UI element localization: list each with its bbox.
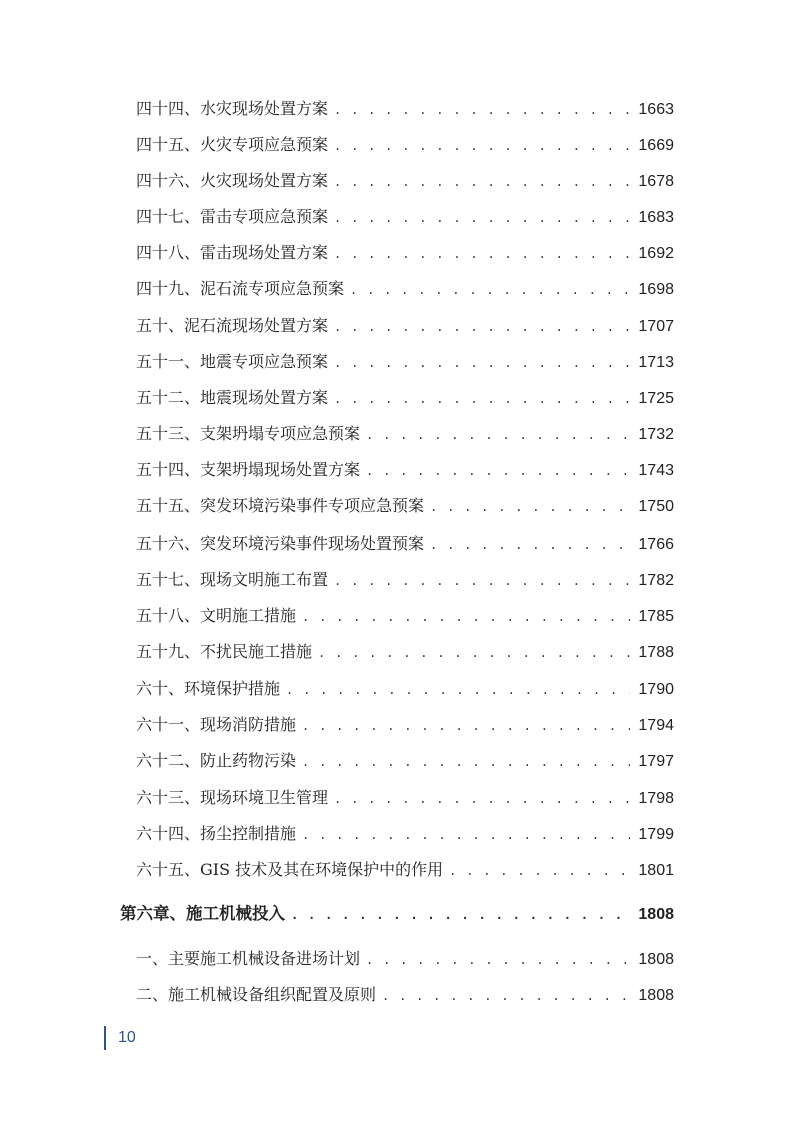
toc-entry-label: 四十八、雷击现场处置方案: [136, 243, 329, 262]
dot-leader: [334, 133, 630, 159]
toc-entry-page: 1663: [638, 101, 674, 118]
toc-entry[interactable]: [136, 421, 674, 447]
dot-leader: [334, 350, 630, 376]
toc-entry[interactable]: [136, 276, 674, 302]
toc-entry[interactable]: [136, 857, 674, 883]
toc-entry-page: 1782: [638, 572, 674, 589]
toc-entry[interactable]: [136, 385, 674, 411]
toc-entry-page: 1713: [638, 354, 674, 371]
dot-leader: [334, 241, 630, 267]
toc-entry-page: 1794: [638, 717, 674, 734]
dot-leader: [366, 947, 630, 973]
toc-entry[interactable]: [136, 821, 674, 847]
toc-entry-label: 二、施工机械设备组织配置及原则: [136, 985, 377, 1004]
toc-entry-page: 1788: [638, 644, 674, 661]
toc-entry-label: 五十二、地震现场处置方案: [136, 388, 329, 407]
toc-entry-label: 五十四、支架坍塌现场处置方案: [136, 460, 361, 479]
toc-entry-page: 1799: [638, 826, 674, 843]
toc-entry-page: 1766: [638, 536, 674, 553]
dot-leader: [318, 640, 630, 666]
toc-entry-page: 1798: [638, 790, 674, 807]
toc-entry-label: 五十一、地震专项应急预案: [136, 352, 329, 371]
toc-entry-label: 六十二、防止药物污染: [136, 751, 297, 770]
toc-entry-label: 四十四、水灾现场处置方案: [136, 99, 329, 118]
toc-entry-label: 六十五、GIS 技术及其在环境保护中的作用: [136, 860, 444, 879]
toc-chapter-label: 第六章、施工机械投入: [120, 904, 285, 923]
dot-leader: [430, 494, 630, 520]
toc-entry-page: 1808: [638, 987, 674, 1004]
toc-entry[interactable]: [136, 240, 674, 266]
toc-chapter-heading[interactable]: [120, 901, 674, 927]
toc-entry[interactable]: [136, 603, 674, 629]
toc-entry[interactable]: [136, 785, 674, 811]
dot-leader: [382, 983, 630, 1009]
toc-entry-page: 1743: [638, 462, 674, 479]
toc-entry-page: 1797: [638, 753, 674, 770]
toc-entry[interactable]: [136, 676, 674, 702]
toc-entry-label: 四十六、火灾现场处置方案: [136, 171, 329, 190]
toc-entry-label: 四十九、泥石流专项应急预案: [136, 279, 345, 298]
page-number: 10: [118, 1029, 136, 1046]
toc-entry-page: 1692: [638, 245, 674, 262]
dot-leader: [334, 205, 630, 231]
toc-entry[interactable]: [136, 639, 674, 665]
toc-entry-label: 五十七、现场文明施工布置: [136, 570, 329, 589]
dot-leader: [334, 97, 630, 123]
toc-entry-label: 五十五、突发环境污染事件专项应急预案: [136, 496, 425, 515]
footer-accent-bar: [104, 1026, 106, 1050]
toc-entry[interactable]: [136, 567, 674, 593]
toc-entry[interactable]: [136, 493, 674, 519]
toc-entry[interactable]: [136, 946, 674, 972]
toc-entry[interactable]: [136, 96, 674, 122]
dot-leader: [302, 604, 630, 630]
dot-leader: [334, 786, 630, 812]
toc-entry-label: 一、主要施工机械设备进场计划: [136, 949, 361, 968]
toc-entry-label: 六十一、现场消防措施: [136, 715, 297, 734]
toc-entry-label: 五十九、不扰民施工措施: [136, 642, 313, 661]
toc-entry[interactable]: [136, 457, 674, 483]
toc-entry-page: 1801: [638, 862, 674, 879]
toc-entry[interactable]: [136, 313, 674, 339]
toc-entry-page: 1683: [638, 209, 674, 226]
toc-entry-page: 1750: [638, 498, 674, 515]
dot-leader: [366, 422, 630, 448]
dot-leader: [449, 858, 630, 884]
toc-entry[interactable]: [136, 204, 674, 230]
dot-leader: [430, 532, 630, 558]
dot-leader: [302, 822, 630, 848]
dot-leader: [334, 314, 630, 340]
toc-entry-page: 1669: [638, 137, 674, 154]
dot-leader: [291, 902, 630, 928]
toc-entry-label: 六十三、现场环境卫生管理: [136, 788, 329, 807]
toc-chapter-page: 1808: [638, 906, 674, 923]
toc-entry-label: 四十七、雷击专项应急预案: [136, 207, 329, 226]
toc-entry[interactable]: [136, 349, 674, 375]
toc-entry-page: 1732: [638, 426, 674, 443]
toc-entry-label: 五十三、支架坍塌专项应急预案: [136, 424, 361, 443]
toc-entry-page: 1725: [638, 390, 674, 407]
dot-leader: [334, 568, 630, 594]
toc-entry-label: 五十八、文明施工措施: [136, 606, 297, 625]
toc-entry-page: 1790: [638, 681, 674, 698]
toc-entry[interactable]: [136, 748, 674, 774]
toc-entry[interactable]: [136, 132, 674, 158]
dot-leader: [334, 386, 630, 412]
dot-leader: [366, 458, 630, 484]
dot-leader: [334, 169, 630, 195]
toc-entry[interactable]: [136, 712, 674, 738]
toc-entry-label: 六十、环境保护措施: [136, 679, 281, 698]
toc-entry[interactable]: [136, 531, 674, 557]
toc-entry-label: 四十五、火灾专项应急预案: [136, 135, 329, 154]
toc-entry-label: 五十六、突发环境污染事件现场处置预案: [136, 534, 425, 553]
page-footer: [104, 1026, 136, 1050]
toc-entry[interactable]: [136, 982, 674, 1008]
toc-entry-page: 1707: [638, 318, 674, 335]
dot-leader: [350, 277, 630, 303]
dot-leader: [302, 749, 630, 775]
toc-entry-page: 1785: [638, 608, 674, 625]
toc-entry[interactable]: [136, 168, 674, 194]
toc-entry-label: 六十四、扬尘控制措施: [136, 824, 297, 843]
toc-entry-page: 1808: [638, 951, 674, 968]
toc-entry-page: 1698: [638, 281, 674, 298]
toc-entry-page: 1678: [638, 173, 674, 190]
dot-leader: [286, 677, 630, 703]
toc-entry-label: 五十、泥石流现场处置方案: [136, 316, 329, 335]
dot-leader: [302, 713, 630, 739]
